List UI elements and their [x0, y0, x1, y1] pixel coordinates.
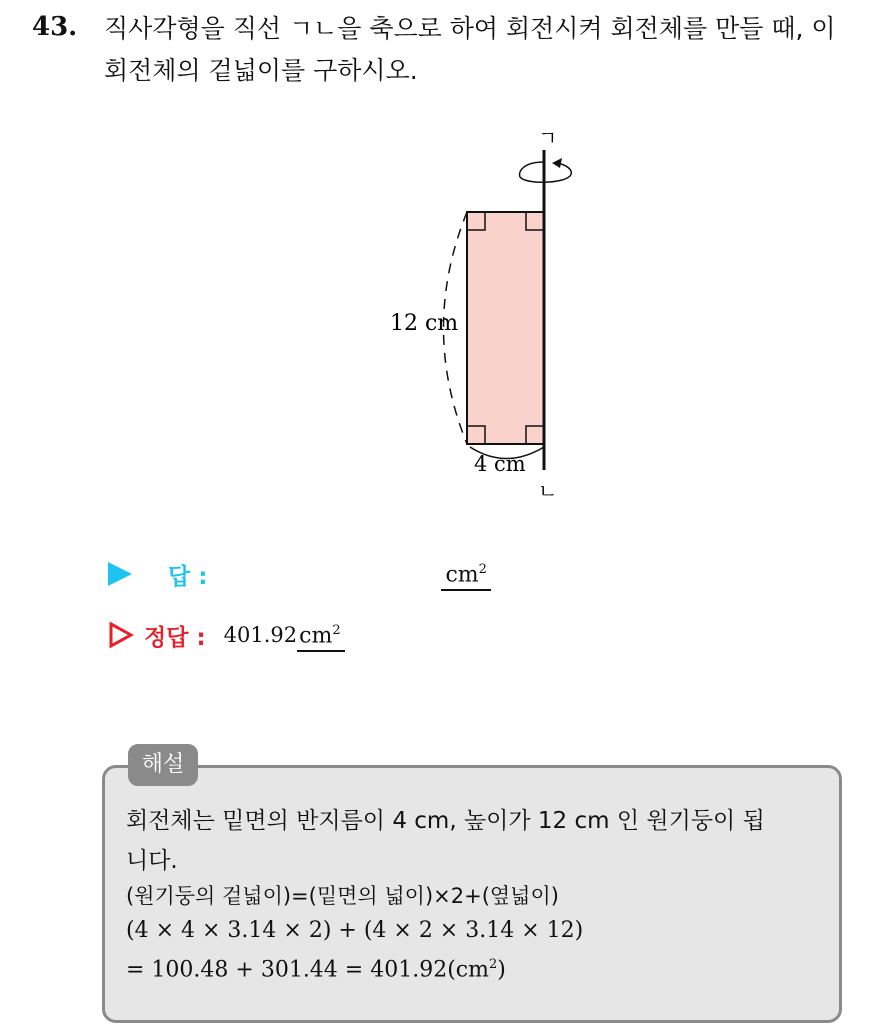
correct-answer-value: 401.92: [223, 623, 298, 647]
solution-line-1: 회전체는 밑면의 반지름이 4 cm, 높이가 12 cm 인 원기둥이 됩: [126, 808, 765, 834]
rectangle: [467, 212, 544, 444]
answer-label: 답 :: [168, 563, 208, 590]
label-bottom: ㄴ: [538, 479, 558, 503]
correct-answer-row: [108, 617, 428, 653]
solution-line-3: (원기둥의 겉넓이)=(밑면의 넓이)×2+(옆넓이): [126, 884, 559, 908]
outline-play-arrow-icon: [108, 622, 134, 648]
solution-line-2: 니다.: [126, 848, 178, 874]
correct-answer-unit: $cm^2$: [297, 618, 344, 651]
label-top: ㄱ: [538, 126, 558, 150]
width-label: 4 cm: [474, 452, 526, 476]
answer-row: [108, 556, 528, 592]
question-text-line-1: 직사각형을 직선 ㄱㄴ을 축으로 하여 회전시켜 회전체를 만들 때, 이: [104, 14, 836, 43]
solution-line-4: (4 × 4 × 3.14 × 2) + (4 × 2 × 3.14 × 12): [126, 918, 584, 943]
rotation-diagram: [380, 120, 580, 505]
correct-answer-label: 정답 :: [144, 624, 206, 651]
play-arrow-icon: [108, 562, 132, 586]
arrowhead-icon: [552, 158, 562, 168]
question-number: 43.: [32, 12, 78, 42]
height-label: 12 cm: [390, 311, 459, 336]
answer-unit[interactable]: $cm^2$: [441, 557, 490, 590]
solution-line-5: = $100.48 + 301.44 = 401.92(cm^2)$: [126, 957, 506, 983]
question-text-line-2: 회전체의 겉넓이를 구하시오.: [104, 56, 418, 85]
solution-tab: 해설: [128, 744, 198, 786]
